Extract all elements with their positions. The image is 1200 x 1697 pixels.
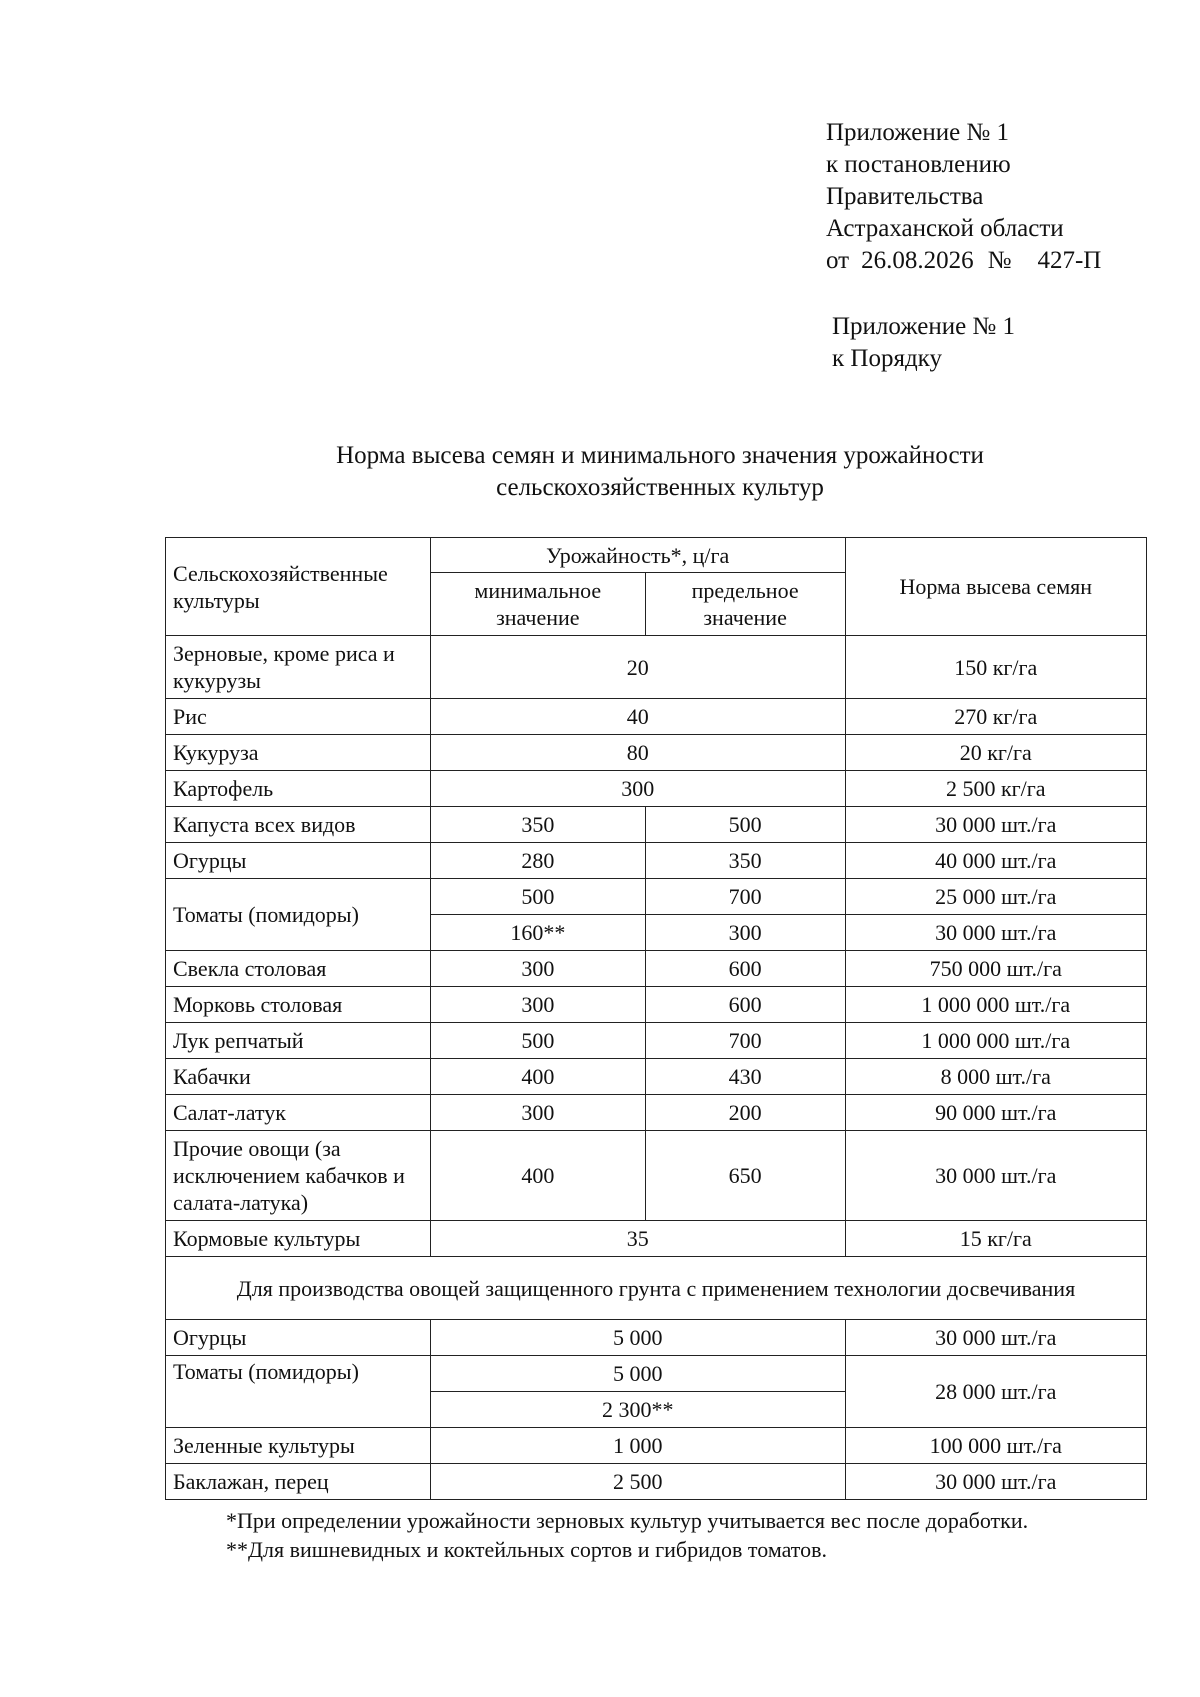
footnotes (226, 1506, 1028, 1564)
seed-rate-cell: 100 000 шт./га (845, 1428, 1146, 1464)
title-line-1: Норма высева семян и минимального значения урожайности (336, 442, 984, 469)
appendix2-line-2: к Порядку (832, 345, 942, 372)
header-limit-value: предельное значение (645, 573, 845, 636)
min-value-cell: 350 (430, 807, 645, 843)
appendix-line-2: к постановлению (826, 151, 1011, 178)
header-seed-rate: Норма высева семян (845, 538, 1146, 636)
limit-value-cell: 350 (645, 843, 845, 879)
seed-rate-cell: 40 000 шт./га (845, 843, 1146, 879)
yield-cell: 300 (430, 771, 845, 807)
seed-rate-cell: 30 000 шт./га (845, 915, 1146, 951)
table-row (166, 879, 1147, 915)
min-value-cell: 160** (430, 915, 645, 951)
resolution-number: 427-П (1037, 247, 1102, 274)
appendix-line-3: Правительства (826, 183, 984, 210)
appendix-header (826, 117, 1101, 277)
table-row (166, 1221, 1147, 1257)
table-row (166, 807, 1147, 843)
crop-cell: Кабачки (166, 1059, 431, 1095)
crop-cell: Рис (166, 699, 431, 735)
min-value-cell: 500 (430, 879, 645, 915)
number-sign: № (987, 247, 1012, 274)
seed-rate-cell: 150 кг/га (845, 636, 1146, 699)
crop-cell: Морковь столовая (166, 987, 431, 1023)
yield-cell: 80 (430, 735, 845, 771)
limit-value-cell: 700 (645, 879, 845, 915)
crop-cell: Огурцы (166, 1320, 431, 1356)
seed-rate-cell: 30 000 шт./га (845, 1320, 1146, 1356)
header-yield: Урожайность*, ц/га (430, 538, 845, 573)
table-row (166, 1023, 1147, 1059)
min-value-cell: 280 (430, 843, 645, 879)
table-row (166, 843, 1147, 879)
section-row (166, 1257, 1147, 1320)
seed-rate-cell: 2 500 кг/га (845, 771, 1146, 807)
title-line-2: сельскохозяйственных культур (496, 474, 824, 501)
crop-cell: Свекла столовая (166, 951, 431, 987)
table-row (166, 1428, 1147, 1464)
table-row (166, 636, 1147, 699)
seed-rate-cell: 30 000 шт./га (845, 1464, 1146, 1500)
seed-rate-cell: 28 000 шт./га (845, 1356, 1146, 1428)
header-crops: Сельскохозяйственные культуры (166, 538, 431, 636)
crop-cell: Зерновые, кроме риса и кукурузы (166, 636, 431, 699)
table-row (166, 735, 1147, 771)
seed-rate-cell: 270 кг/га (845, 699, 1146, 735)
footnote-2: **Для вишневидных и коктейльных сортов и гибридов томатов. (226, 1537, 828, 1562)
crop-cell: Прочие овощи (за исключением кабачков и салата-латука) (166, 1131, 431, 1221)
crop-cell: Кукуруза (166, 735, 431, 771)
limit-value-cell: 700 (645, 1023, 845, 1059)
table-row (166, 1131, 1147, 1221)
yield-cell: 20 (430, 636, 845, 699)
yield-cell: 2 300** (430, 1392, 845, 1428)
yield-cell: 5 000 (430, 1356, 845, 1392)
crop-cell: Капуста всех видов (166, 807, 431, 843)
header-min-value: минимальное значение (430, 573, 645, 636)
appendix2-line-1: Приложение № 1 (832, 313, 1016, 340)
limit-value-cell: 500 (645, 807, 845, 843)
crop-cell: Салат-латук (166, 1095, 431, 1131)
seed-rate-cell: 25 000 шт./га (845, 879, 1146, 915)
limit-value-cell: 300 (645, 915, 845, 951)
seed-rate-cell: 15 кг/га (845, 1221, 1146, 1257)
limit-value-cell: 650 (645, 1131, 845, 1221)
min-value-cell: 500 (430, 1023, 645, 1059)
seed-rate-cell: 1 000 000 шт./га (845, 987, 1146, 1023)
table-row (166, 987, 1147, 1023)
crop-cell: Лук репчатый (166, 1023, 431, 1059)
document-title (160, 440, 1160, 504)
seed-rate-cell: 30 000 шт./га (845, 1131, 1146, 1221)
table-row (166, 1320, 1147, 1356)
yield-cell: 1 000 (430, 1428, 845, 1464)
from-label: от (826, 247, 850, 274)
yield-cell: 5 000 (430, 1320, 845, 1356)
seed-rate-cell: 1 000 000 шт./га (845, 1023, 1146, 1059)
table-row (166, 1356, 1147, 1392)
table-header-row (166, 538, 1147, 573)
min-value-cell: 300 (430, 1095, 645, 1131)
crop-cell: Кормовые культуры (166, 1221, 431, 1257)
table-row (166, 771, 1147, 807)
min-value-cell: 400 (430, 1059, 645, 1095)
limit-value-cell: 600 (645, 951, 845, 987)
limit-value-cell: 600 (645, 987, 845, 1023)
yield-cell: 35 (430, 1221, 845, 1257)
min-value-cell: 300 (430, 951, 645, 987)
crop-cell: Томаты (помидоры) (166, 1356, 431, 1428)
footnote-1: *При определении урожайности зерновых культур учитывается вес после доработки. (226, 1508, 1029, 1533)
appendix-line-4: Астраханской области (826, 215, 1064, 242)
seed-rate-cell: 90 000 шт./га (845, 1095, 1146, 1131)
appendix-order-header (832, 311, 1015, 375)
seed-rate-cell: 8 000 шт./га (845, 1059, 1146, 1095)
appendix-line-1: Приложение № 1 (826, 119, 1010, 146)
crop-cell: Томаты (помидоры) (166, 879, 431, 951)
crop-cell: Картофель (166, 771, 431, 807)
min-value-cell: 300 (430, 987, 645, 1023)
yield-cell: 2 500 (430, 1464, 845, 1500)
section-title: Для производства овощей защищенного грунта с применением технологии досвечивания (166, 1257, 1147, 1320)
min-value-cell: 400 (430, 1131, 645, 1221)
table-row (166, 699, 1147, 735)
table-row (166, 951, 1147, 987)
seed-rate-cell: 30 000 шт./га (845, 807, 1146, 843)
limit-value-cell: 430 (645, 1059, 845, 1095)
crop-cell: Баклажан, перец (166, 1464, 431, 1500)
seed-rate-cell: 750 000 шт./га (845, 951, 1146, 987)
table-row (166, 1095, 1147, 1131)
crop-cell: Огурцы (166, 843, 431, 879)
appendix-date-line (826, 245, 1101, 277)
norms-table (165, 537, 1147, 1500)
yield-cell: 40 (430, 699, 845, 735)
table-row (166, 1059, 1147, 1095)
crop-cell: Зеленные культуры (166, 1428, 431, 1464)
table-row (166, 1464, 1147, 1500)
resolution-date: 26.08.2026 (861, 247, 974, 274)
seed-rate-cell: 20 кг/га (845, 735, 1146, 771)
limit-value-cell: 200 (645, 1095, 845, 1131)
